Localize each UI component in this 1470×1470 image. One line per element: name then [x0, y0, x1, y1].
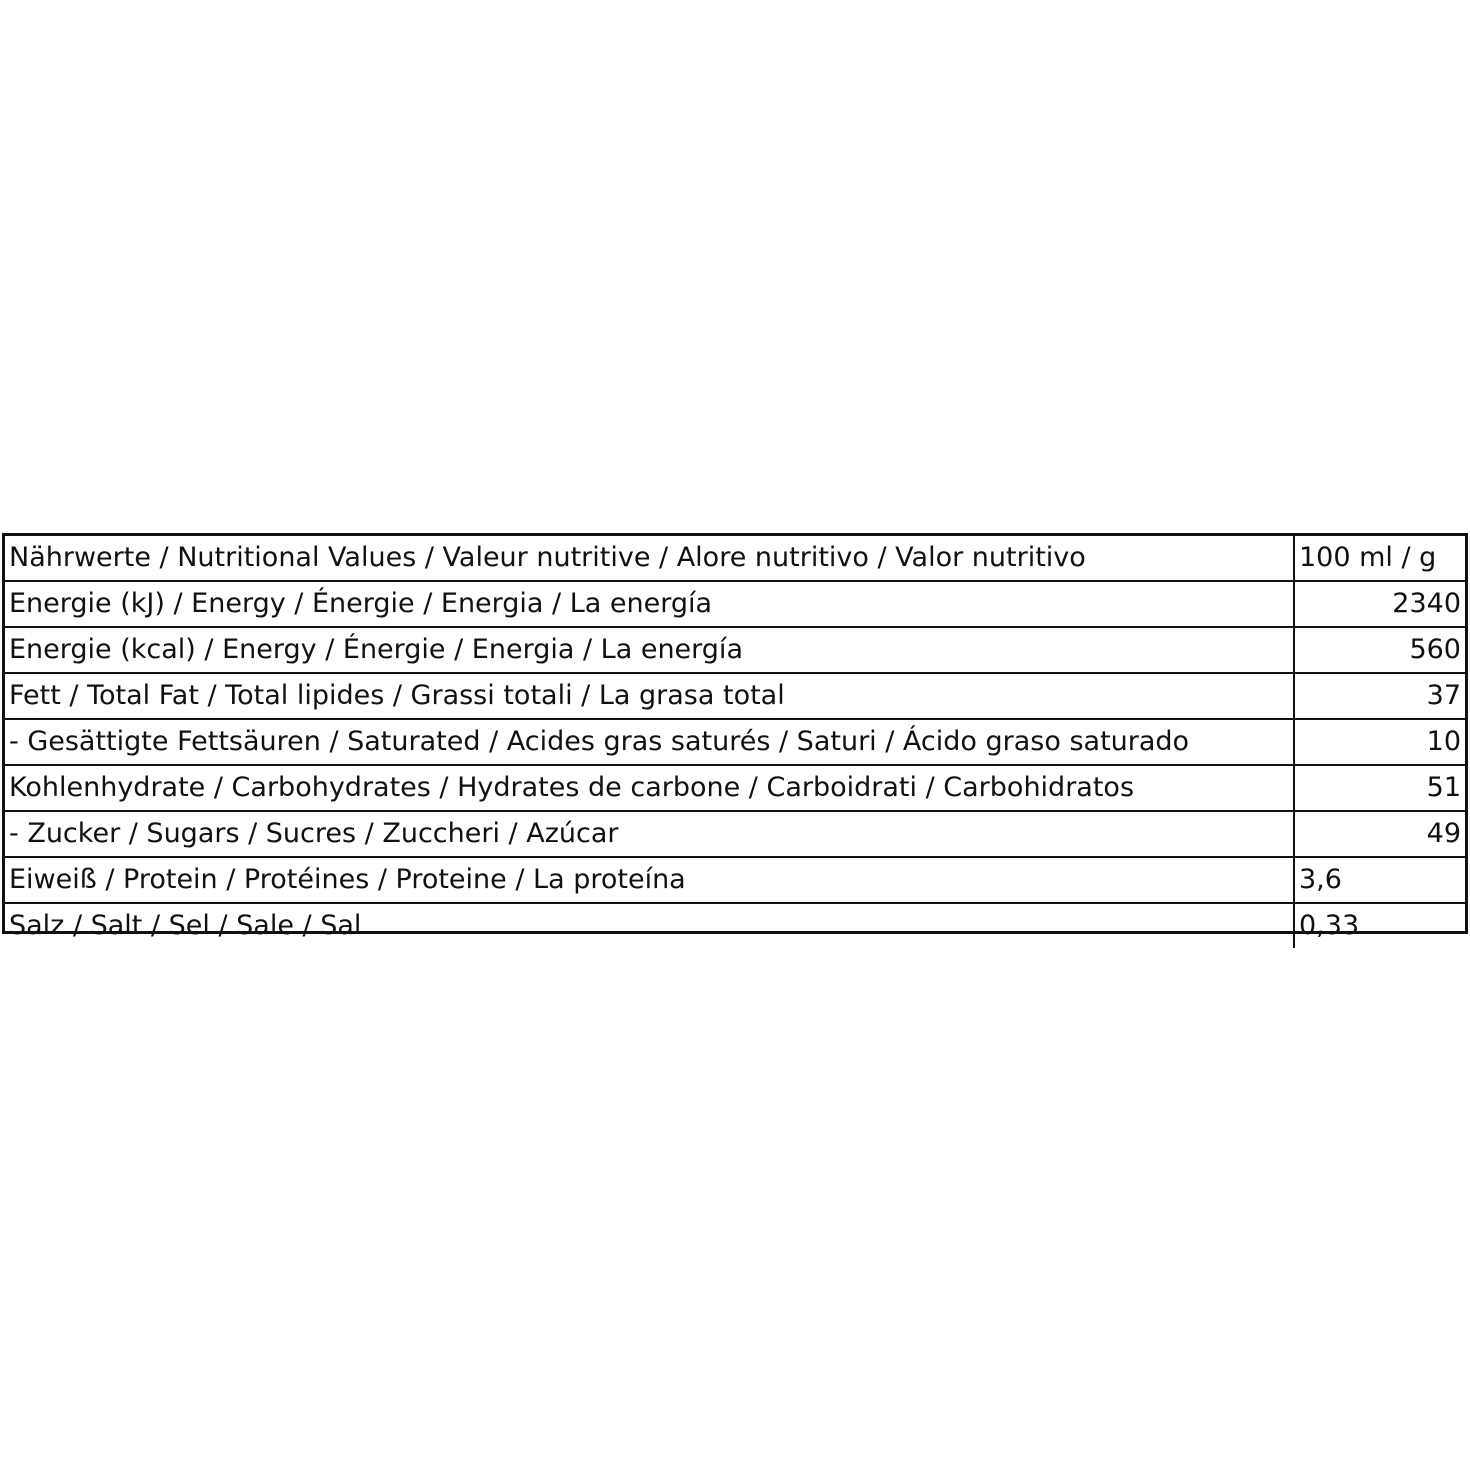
table-row [5, 765, 1465, 811]
table-row [5, 673, 1465, 719]
nutrient-value-energy-kj: 2340 [1294, 581, 1465, 627]
table-row [5, 581, 1465, 627]
table-row [5, 719, 1465, 765]
nutrient-label-energy-kcal: Energie (kcal) / Energy / Énergie / Energia / La energía [5, 627, 1294, 673]
nutrient-label-energy-kj: Energie (kJ) / Energy / Énergie / Energia / La energía [5, 581, 1294, 627]
header-label-cell: Nährwerte / Nutritional Values / Valeur nutritive / Alore nutritivo / Valor nutritivo [9, 542, 1086, 573]
nutrient-value-fat: 37 [1294, 673, 1465, 719]
table-header-row [5, 536, 1465, 581]
table-row [5, 811, 1465, 857]
nutrient-label-salt: Salz / Salt / Sel / Sale / Sal [5, 903, 1294, 948]
nutrition-table [2, 533, 1468, 941]
nutrient-value-energy-kcal: 560 [1294, 627, 1465, 673]
header-unit-cell: 100 ml / g [1294, 536, 1465, 581]
nutrient-value-salt: 0,33 [1294, 903, 1465, 948]
nutrient-value-carbohydrates: 51 [1294, 765, 1465, 811]
nutrient-value-sugars: 49 [1294, 811, 1465, 857]
nutrient-value-saturated: 10 [1294, 719, 1465, 765]
nutrition-table-grid [5, 536, 1465, 948]
table-row [5, 627, 1465, 673]
nutrient-value-protein: 3,6 [1294, 857, 1465, 903]
nutrient-label-sugars: - Zucker / Sugars / Sucres / Zuccheri / Azúcar [5, 811, 1294, 857]
nutrient-label-carbohydrates: Kohlenhydrate / Carbohydrates / Hydrates de carbone / Carboidrati / Carbohidratos [5, 765, 1294, 811]
nutrient-label-fat: Fett / Total Fat / Total lipides / Grassi totali / La grasa total [5, 673, 1294, 719]
table-row [5, 903, 1465, 948]
nutrient-label-protein: Eiweiß / Protein / Protéines / Proteine / La proteína [5, 857, 1294, 903]
nutrient-label-saturated: - Gesättigte Fettsäuren / Saturated / Acides gras saturés / Saturi / Ácido graso saturado [5, 719, 1294, 765]
table-row [5, 857, 1465, 903]
